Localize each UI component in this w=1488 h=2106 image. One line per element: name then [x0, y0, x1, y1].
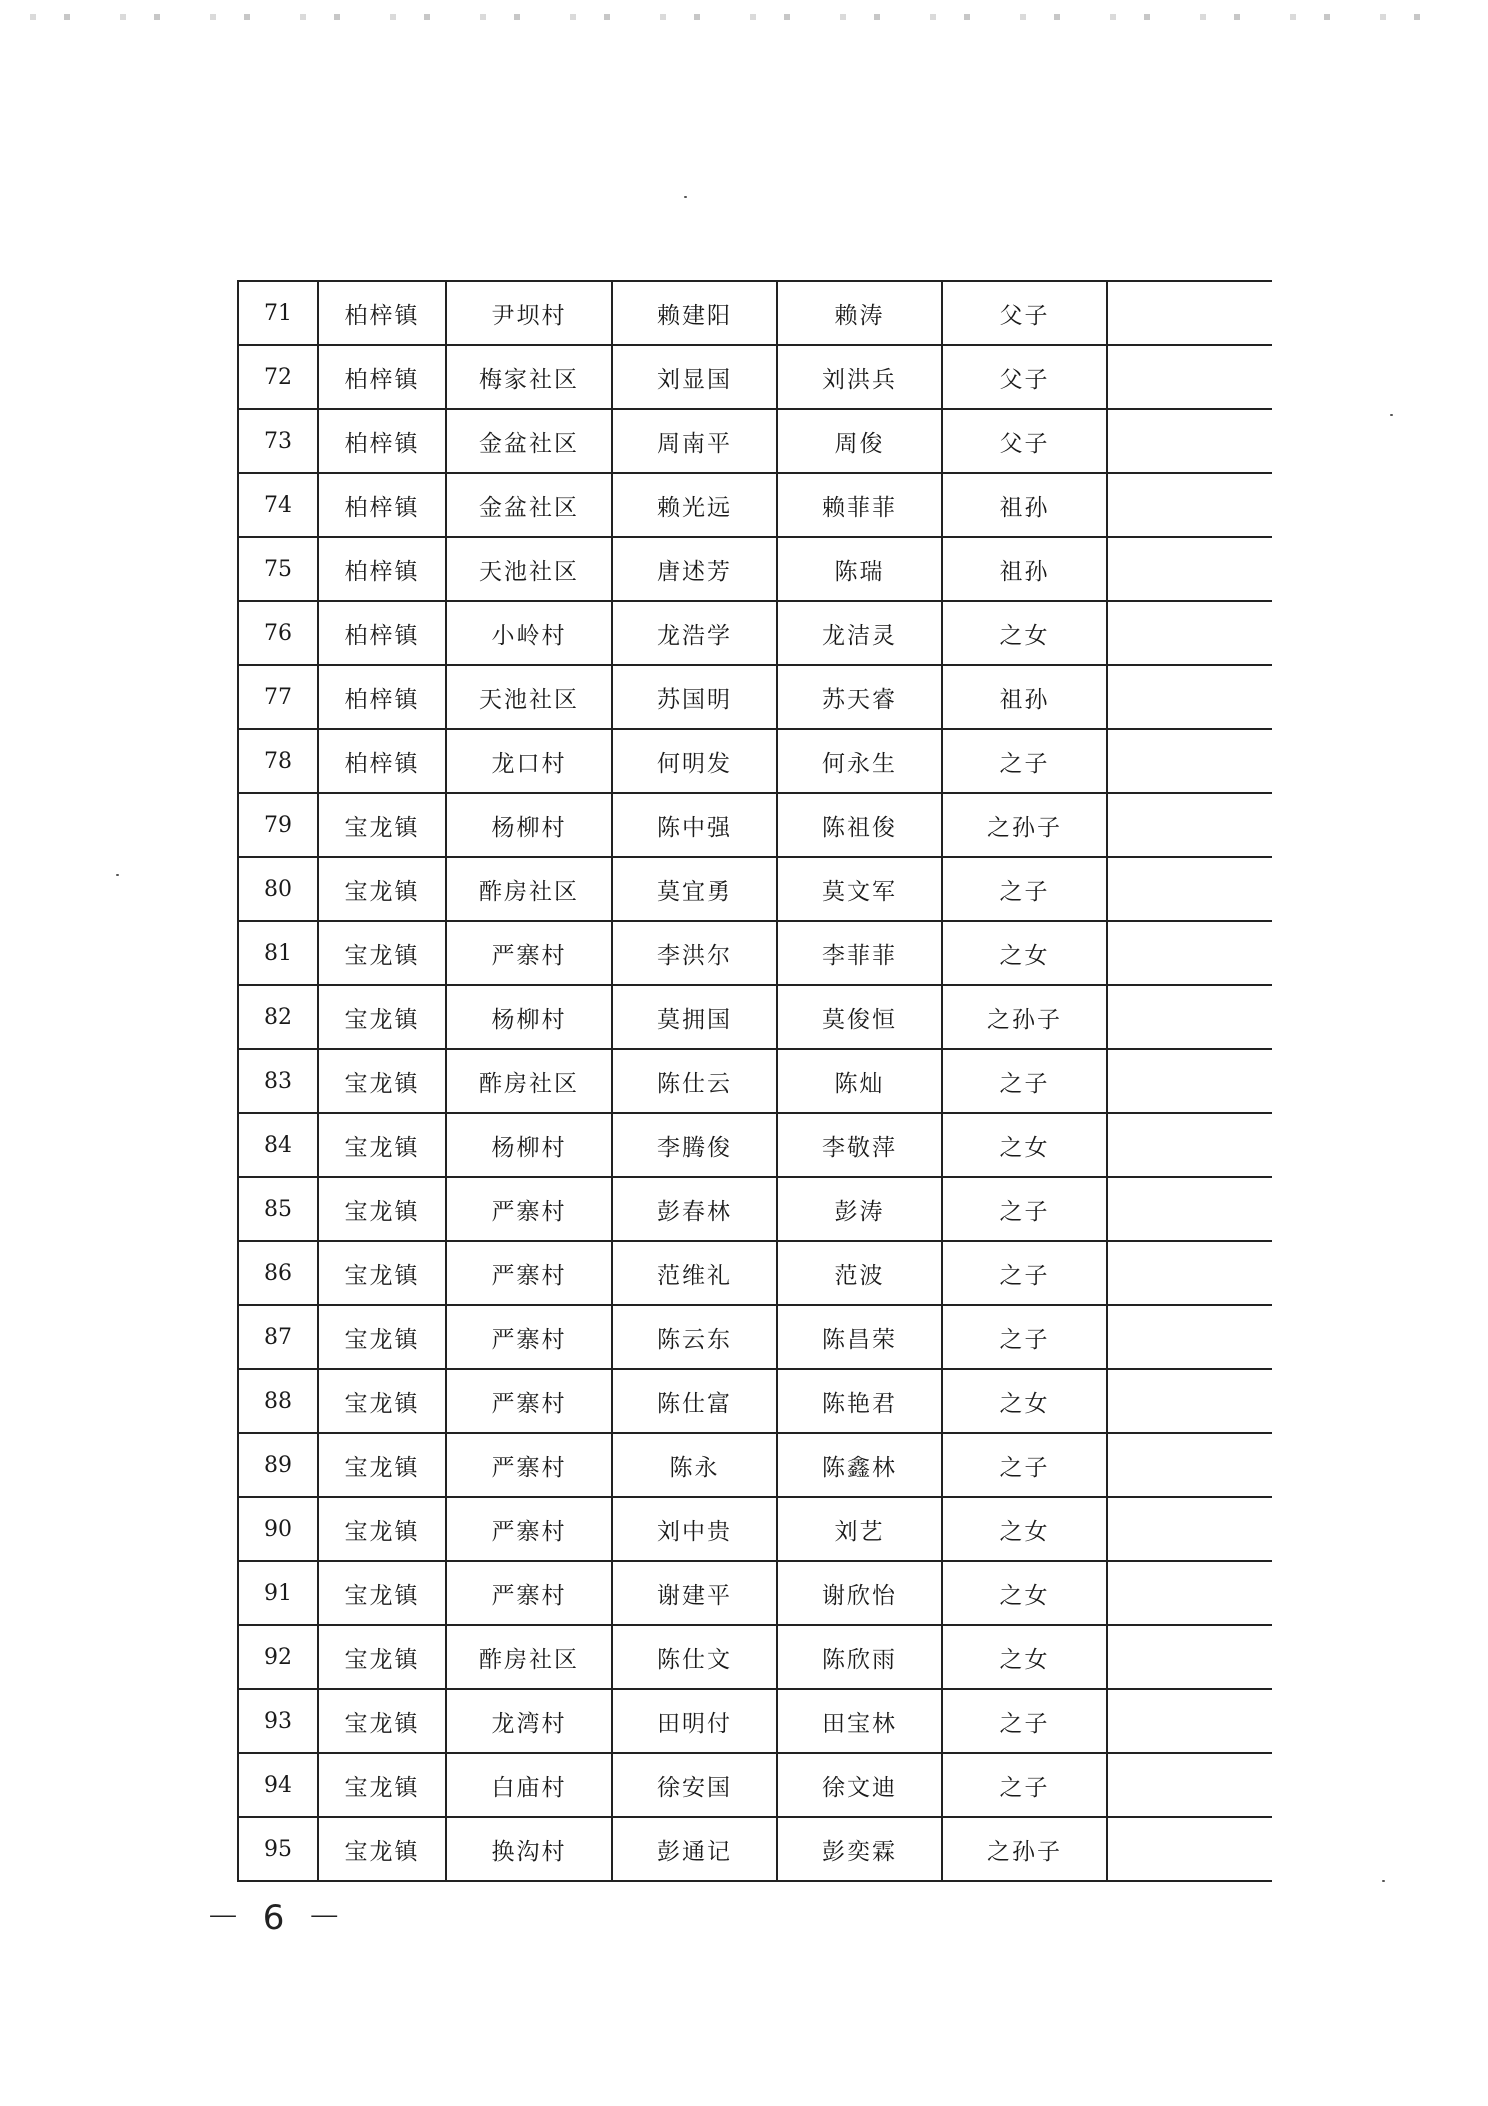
cell-blank — [1107, 409, 1272, 473]
table-row — [238, 281, 1272, 345]
cell-town: 宝龙镇 — [318, 1305, 446, 1369]
cell-number: 81 — [238, 921, 318, 985]
table-row — [238, 1497, 1272, 1561]
cell-name-elder: 徐安国 — [612, 1753, 777, 1817]
cell-name-elder: 何明发 — [612, 729, 777, 793]
scan-speck — [116, 874, 119, 876]
cell-relation: 之孙子 — [942, 793, 1107, 857]
cell-town: 柏梓镇 — [318, 537, 446, 601]
cell-town: 柏梓镇 — [318, 345, 446, 409]
roster-table-body — [238, 281, 1272, 1881]
cell-number: 91 — [238, 1561, 318, 1625]
table-row — [238, 1113, 1272, 1177]
cell-blank — [1107, 1049, 1272, 1113]
cell-number: 76 — [238, 601, 318, 665]
cell-village: 杨柳村 — [446, 985, 612, 1049]
cell-name-younger: 苏天睿 — [777, 665, 942, 729]
cell-number: 75 — [238, 537, 318, 601]
cell-village: 严寨村 — [446, 1305, 612, 1369]
cell-town: 宝龙镇 — [318, 985, 446, 1049]
cell-number: 77 — [238, 665, 318, 729]
table-row — [238, 1241, 1272, 1305]
cell-name-younger: 徐文迪 — [777, 1753, 942, 1817]
cell-village: 尹坝村 — [446, 281, 612, 345]
cell-village: 严寨村 — [446, 1497, 612, 1561]
table-row — [238, 345, 1272, 409]
cell-name-elder: 陈仕富 — [612, 1369, 777, 1433]
table-row — [238, 1433, 1272, 1497]
cell-name-younger: 谢欣怡 — [777, 1561, 942, 1625]
cell-name-elder: 陈永 — [612, 1433, 777, 1497]
table-row — [238, 1625, 1272, 1689]
cell-name-younger: 彭奕霖 — [777, 1817, 942, 1881]
table-row — [238, 409, 1272, 473]
cell-number: 85 — [238, 1177, 318, 1241]
cell-name-elder: 范维礼 — [612, 1241, 777, 1305]
cell-number: 86 — [238, 1241, 318, 1305]
table-row — [238, 473, 1272, 537]
cell-village: 天池社区 — [446, 665, 612, 729]
cell-village: 梅家社区 — [446, 345, 612, 409]
cell-blank — [1107, 1625, 1272, 1689]
cell-village: 白庙村 — [446, 1753, 612, 1817]
cell-village: 杨柳村 — [446, 793, 612, 857]
cell-blank — [1107, 1305, 1272, 1369]
cell-blank — [1107, 1113, 1272, 1177]
cell-name-elder: 陈中强 — [612, 793, 777, 857]
cell-name-elder: 陈云东 — [612, 1305, 777, 1369]
cell-relation: 之子 — [942, 1305, 1107, 1369]
cell-town: 宝龙镇 — [318, 793, 446, 857]
cell-relation: 之子 — [942, 729, 1107, 793]
cell-blank — [1107, 1753, 1272, 1817]
cell-number: 92 — [238, 1625, 318, 1689]
cell-name-elder: 唐述芳 — [612, 537, 777, 601]
cell-town: 宝龙镇 — [318, 1817, 446, 1881]
cell-number: 87 — [238, 1305, 318, 1369]
scan-speck — [1382, 1880, 1385, 1882]
cell-relation: 之孙子 — [942, 1817, 1107, 1881]
scan-speck — [684, 196, 687, 198]
cell-number: 95 — [238, 1817, 318, 1881]
cell-name-younger: 李菲菲 — [777, 921, 942, 985]
cell-village: 严寨村 — [446, 1561, 612, 1625]
cell-name-elder: 莫宜勇 — [612, 857, 777, 921]
cell-blank — [1107, 1433, 1272, 1497]
cell-town: 宝龙镇 — [318, 1113, 446, 1177]
cell-relation: 之女 — [942, 601, 1107, 665]
cell-name-elder: 苏国明 — [612, 665, 777, 729]
table-row — [238, 1817, 1272, 1881]
cell-town: 宝龙镇 — [318, 857, 446, 921]
cell-town: 宝龙镇 — [318, 1049, 446, 1113]
cell-relation: 父子 — [942, 345, 1107, 409]
cell-blank — [1107, 1177, 1272, 1241]
cell-name-younger: 田宝林 — [777, 1689, 942, 1753]
scan-artifact-strip — [30, 14, 1470, 20]
cell-village: 严寨村 — [446, 1241, 612, 1305]
cell-village: 龙口村 — [446, 729, 612, 793]
cell-blank — [1107, 601, 1272, 665]
cell-number: 89 — [238, 1433, 318, 1497]
cell-number: 73 — [238, 409, 318, 473]
cell-blank — [1107, 1369, 1272, 1433]
cell-number: 80 — [238, 857, 318, 921]
cell-number: 84 — [238, 1113, 318, 1177]
cell-number: 79 — [238, 793, 318, 857]
cell-village: 龙湾村 — [446, 1689, 612, 1753]
cell-relation: 父子 — [942, 409, 1107, 473]
cell-relation: 之女 — [942, 1497, 1107, 1561]
cell-blank — [1107, 1689, 1272, 1753]
cell-village: 换沟村 — [446, 1817, 612, 1881]
table-row — [238, 921, 1272, 985]
cell-relation: 之女 — [942, 1113, 1107, 1177]
cell-name-elder: 李洪尔 — [612, 921, 777, 985]
cell-relation: 之子 — [942, 1049, 1107, 1113]
cell-town: 宝龙镇 — [318, 1177, 446, 1241]
cell-village: 酢房社区 — [446, 1049, 612, 1113]
cell-town: 柏梓镇 — [318, 665, 446, 729]
cell-name-elder: 陈仕云 — [612, 1049, 777, 1113]
cell-name-elder: 赖光远 — [612, 473, 777, 537]
table-row — [238, 1177, 1272, 1241]
cell-name-elder: 彭通记 — [612, 1817, 777, 1881]
cell-village: 金盆社区 — [446, 473, 612, 537]
cell-blank — [1107, 857, 1272, 921]
cell-town: 柏梓镇 — [318, 473, 446, 537]
cell-blank — [1107, 793, 1272, 857]
cell-name-younger: 陈鑫林 — [777, 1433, 942, 1497]
cell-town: 宝龙镇 — [318, 1369, 446, 1433]
cell-name-younger: 陈瑞 — [777, 537, 942, 601]
table-row — [238, 985, 1272, 1049]
table-row — [238, 729, 1272, 793]
cell-relation: 之子 — [942, 1241, 1107, 1305]
cell-village: 天池社区 — [446, 537, 612, 601]
cell-blank — [1107, 345, 1272, 409]
cell-village: 严寨村 — [446, 1433, 612, 1497]
cell-number: 78 — [238, 729, 318, 793]
cell-blank — [1107, 665, 1272, 729]
cell-name-younger: 莫俊恒 — [777, 985, 942, 1049]
cell-name-younger: 陈欣雨 — [777, 1625, 942, 1689]
cell-village: 酢房社区 — [446, 857, 612, 921]
cell-blank — [1107, 729, 1272, 793]
cell-blank — [1107, 985, 1272, 1049]
cell-name-younger: 李敬萍 — [777, 1113, 942, 1177]
cell-name-elder: 李腾俊 — [612, 1113, 777, 1177]
cell-relation: 之女 — [942, 1561, 1107, 1625]
table-row — [238, 537, 1272, 601]
cell-name-younger: 陈昌荣 — [777, 1305, 942, 1369]
cell-number: 83 — [238, 1049, 318, 1113]
cell-blank — [1107, 1817, 1272, 1881]
table-row — [238, 601, 1272, 665]
cell-relation: 之女 — [942, 1369, 1107, 1433]
cell-town: 柏梓镇 — [318, 409, 446, 473]
cell-blank — [1107, 1497, 1272, 1561]
cell-town: 宝龙镇 — [318, 1753, 446, 1817]
cell-village: 严寨村 — [446, 1177, 612, 1241]
cell-town: 宝龙镇 — [318, 1433, 446, 1497]
cell-relation: 之孙子 — [942, 985, 1107, 1049]
page-number: － 6 － — [206, 1898, 348, 1938]
cell-name-younger: 何永生 — [777, 729, 942, 793]
cell-name-younger: 陈艳君 — [777, 1369, 942, 1433]
table-row — [238, 1753, 1272, 1817]
cell-number: 74 — [238, 473, 318, 537]
cell-name-younger: 周俊 — [777, 409, 942, 473]
cell-name-younger: 赖涛 — [777, 281, 942, 345]
table-row — [238, 793, 1272, 857]
cell-name-younger: 陈灿 — [777, 1049, 942, 1113]
cell-blank — [1107, 473, 1272, 537]
cell-relation: 之女 — [942, 1625, 1107, 1689]
cell-village: 严寨村 — [446, 921, 612, 985]
cell-number: 94 — [238, 1753, 318, 1817]
cell-town: 柏梓镇 — [318, 729, 446, 793]
cell-town: 宝龙镇 — [318, 1561, 446, 1625]
cell-blank — [1107, 537, 1272, 601]
cell-relation: 之女 — [942, 921, 1107, 985]
cell-blank — [1107, 281, 1272, 345]
cell-name-elder: 刘显国 — [612, 345, 777, 409]
table-row — [238, 1561, 1272, 1625]
cell-number: 93 — [238, 1689, 318, 1753]
cell-number: 72 — [238, 345, 318, 409]
cell-name-younger: 刘艺 — [777, 1497, 942, 1561]
cell-name-elder: 周南平 — [612, 409, 777, 473]
cell-town: 柏梓镇 — [318, 281, 446, 345]
cell-name-elder: 陈仕文 — [612, 1625, 777, 1689]
cell-name-younger: 刘洪兵 — [777, 345, 942, 409]
cell-blank — [1107, 921, 1272, 985]
cell-name-younger: 陈祖俊 — [777, 793, 942, 857]
cell-name-younger: 范波 — [777, 1241, 942, 1305]
cell-relation: 祖孙 — [942, 473, 1107, 537]
cell-name-younger: 龙洁灵 — [777, 601, 942, 665]
cell-name-younger: 彭涛 — [777, 1177, 942, 1241]
cell-number: 82 — [238, 985, 318, 1049]
table-row — [238, 1049, 1272, 1113]
cell-relation: 之子 — [942, 1689, 1107, 1753]
cell-village: 金盆社区 — [446, 409, 612, 473]
cell-village: 杨柳村 — [446, 1113, 612, 1177]
cell-number: 90 — [238, 1497, 318, 1561]
cell-number: 88 — [238, 1369, 318, 1433]
cell-town: 宝龙镇 — [318, 921, 446, 985]
table-row — [238, 1369, 1272, 1433]
roster-table — [237, 280, 1272, 1882]
cell-village: 严寨村 — [446, 1369, 612, 1433]
cell-name-younger: 赖菲菲 — [777, 473, 942, 537]
cell-name-elder: 莫拥国 — [612, 985, 777, 1049]
cell-village: 小岭村 — [446, 601, 612, 665]
cell-name-younger: 莫文军 — [777, 857, 942, 921]
cell-name-elder: 彭春林 — [612, 1177, 777, 1241]
cell-town: 宝龙镇 — [318, 1689, 446, 1753]
cell-relation: 之子 — [942, 857, 1107, 921]
table-row — [238, 665, 1272, 729]
cell-name-elder: 刘中贵 — [612, 1497, 777, 1561]
table-row — [238, 1689, 1272, 1753]
cell-relation: 之子 — [942, 1753, 1107, 1817]
cell-number: 71 — [238, 281, 318, 345]
cell-town: 宝龙镇 — [318, 1625, 446, 1689]
scan-speck — [1390, 414, 1393, 416]
cell-village: 酢房社区 — [446, 1625, 612, 1689]
cell-town: 柏梓镇 — [318, 601, 446, 665]
cell-relation: 祖孙 — [942, 537, 1107, 601]
cell-relation: 祖孙 — [942, 665, 1107, 729]
cell-name-elder: 田明付 — [612, 1689, 777, 1753]
cell-blank — [1107, 1241, 1272, 1305]
cell-name-elder: 龙浩学 — [612, 601, 777, 665]
cell-relation: 之子 — [942, 1177, 1107, 1241]
cell-name-elder: 谢建平 — [612, 1561, 777, 1625]
cell-relation: 之子 — [942, 1433, 1107, 1497]
cell-name-elder: 赖建阳 — [612, 281, 777, 345]
table-row — [238, 1305, 1272, 1369]
cell-blank — [1107, 1561, 1272, 1625]
table-row — [238, 857, 1272, 921]
cell-town: 宝龙镇 — [318, 1241, 446, 1305]
cell-relation: 父子 — [942, 281, 1107, 345]
cell-town: 宝龙镇 — [318, 1497, 446, 1561]
